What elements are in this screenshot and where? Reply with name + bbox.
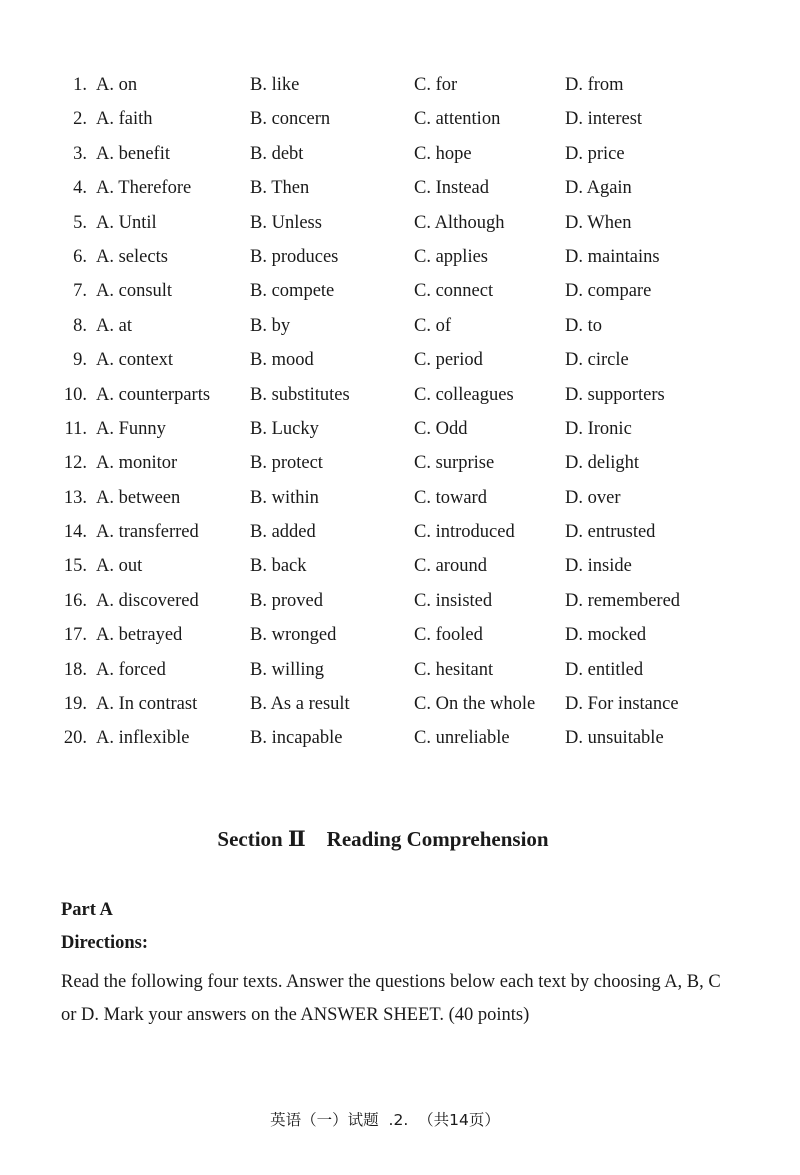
option-b: B. compete <box>250 281 335 302</box>
question-number: 12. <box>63 453 87 474</box>
question-number: 17. <box>63 625 87 646</box>
question-row <box>60 171 760 205</box>
question-number: 9. <box>73 350 87 371</box>
option-a: A. discovered <box>96 590 199 611</box>
option-c: C. for <box>414 75 458 95</box>
option-d: D. unsuitable <box>565 728 664 749</box>
question-row <box>60 584 760 618</box>
option-d: D. remembered <box>565 590 681 611</box>
option-c: C. insisted <box>414 590 493 611</box>
question-number: 8. <box>73 315 87 336</box>
question-list <box>60 68 760 756</box>
question-number: 16. <box>63 590 87 611</box>
option-d: D. Again <box>565 178 632 199</box>
option-c: C. unreliable <box>414 728 510 749</box>
option-d: D. to <box>565 315 602 336</box>
option-c: C. connect <box>414 281 494 302</box>
question-row <box>60 68 760 102</box>
question-number: 1. <box>73 75 87 95</box>
option-b: B. concern <box>250 109 331 130</box>
option-c: C. Instead <box>414 178 490 199</box>
option-d: D. interest <box>565 109 643 130</box>
option-b: B. incapable <box>250 728 343 749</box>
option-a: A. out <box>96 556 143 577</box>
option-b: B. produces <box>250 246 339 267</box>
option-a: A. In contrast <box>96 694 198 715</box>
option-a: A. consult <box>96 281 173 302</box>
question-row <box>60 549 760 583</box>
option-b: B. proved <box>250 590 323 611</box>
option-b: B. willing <box>250 659 325 680</box>
option-a: A. context <box>96 350 174 371</box>
option-d: D. For instance <box>565 694 679 715</box>
option-b: B. like <box>250 75 300 95</box>
question-row <box>60 309 760 343</box>
option-a: A. Therefore <box>96 178 192 199</box>
option-b: B. wronged <box>250 625 337 646</box>
option-b: B. debt <box>250 143 304 164</box>
option-c: C. surprise <box>414 453 495 474</box>
option-c: C. colleagues <box>414 384 514 405</box>
question-row <box>60 102 760 136</box>
option-c: C. fooled <box>414 625 483 646</box>
option-c: C. applies <box>414 246 488 267</box>
option-d: D. over <box>565 487 621 508</box>
option-a: A. between <box>96 487 181 508</box>
question-number: 15. <box>63 556 87 577</box>
question-row <box>60 343 760 377</box>
option-c: C. Odd <box>414 418 468 439</box>
question-row <box>60 687 760 721</box>
option-a: A. benefit <box>96 143 170 164</box>
question-row <box>60 653 760 687</box>
question-row <box>60 481 760 515</box>
option-a: A. counterparts <box>96 384 211 405</box>
option-b: B. Then <box>250 178 310 199</box>
question-row <box>60 721 760 755</box>
option-a: A. forced <box>96 659 166 680</box>
question-number: 14. <box>63 522 87 543</box>
option-b: B. within <box>250 487 319 508</box>
section-title: Section Ⅱ Reading Comprehension <box>217 827 549 851</box>
option-a: A. Funny <box>96 418 166 439</box>
option-d: D. compare <box>565 281 652 302</box>
option-d: D. supporters <box>565 384 665 405</box>
question-row <box>60 206 760 240</box>
option-d: D. from <box>565 75 624 95</box>
question-row <box>60 412 760 446</box>
question-number: 20. <box>63 728 87 749</box>
option-b: B. by <box>250 315 291 336</box>
question-row <box>60 446 760 480</box>
question-row <box>60 137 760 171</box>
question-number: 19. <box>63 694 87 715</box>
option-a: A. transferred <box>96 522 199 543</box>
option-d: D. entitled <box>565 659 644 680</box>
question-row <box>60 274 760 308</box>
part-title: Part A <box>61 900 113 920</box>
option-a: A. at <box>96 315 132 336</box>
question-number: 2. <box>73 109 87 130</box>
option-c: C. of <box>414 315 451 336</box>
question-number: 7. <box>73 281 87 302</box>
question-number: 11. <box>64 418 87 439</box>
option-c: C. hesitant <box>414 659 494 680</box>
option-a: A. selects <box>96 246 168 267</box>
option-a: A. betrayed <box>96 625 183 646</box>
option-b: B. Lucky <box>250 418 319 439</box>
option-d: D. delight <box>565 453 639 474</box>
question-number: 6. <box>73 246 87 267</box>
option-d: D. When <box>565 212 632 233</box>
option-b: B. mood <box>250 350 314 371</box>
option-a: A. inflexible <box>96 728 190 749</box>
option-d: D. circle <box>565 350 629 371</box>
option-d: D. entrusted <box>565 522 656 543</box>
option-b: B. Unless <box>250 212 322 233</box>
page-footer: 英语（一）试题 .2. （共14页） <box>270 1111 500 1129</box>
option-d: D. Ironic <box>565 418 632 439</box>
option-c: C. period <box>414 350 483 371</box>
question-number: 18. <box>63 659 87 680</box>
option-a: A. on <box>96 75 138 95</box>
question-number: 13. <box>63 487 87 508</box>
option-b: B. added <box>250 522 316 543</box>
option-b: B. As a result <box>250 694 350 715</box>
option-d: D. maintains <box>565 246 660 267</box>
option-c: C. On the whole <box>414 694 536 715</box>
directions-text: Read the following four texts. Answer the questions below each text by choosing A, B, C or D. Mark your answers on the ANSWER SHEET. (40 points) <box>61 972 721 1025</box>
option-d: D. mocked <box>565 625 647 646</box>
option-c: C. introduced <box>414 522 515 543</box>
question-row <box>60 618 760 652</box>
directions-title: Directions: <box>61 933 148 953</box>
option-c: C. toward <box>414 487 487 508</box>
option-a: A. faith <box>96 109 153 130</box>
option-c: C. around <box>414 556 487 577</box>
option-a: A. Until <box>96 212 157 233</box>
option-b: B. back <box>250 556 307 577</box>
question-row <box>60 240 760 274</box>
question-number: 10. <box>63 384 87 405</box>
option-b: B. protect <box>250 453 323 474</box>
question-number: 4. <box>73 178 87 199</box>
option-c: C. Although <box>414 212 505 233</box>
option-d: D. inside <box>565 556 632 577</box>
question-row <box>60 515 760 549</box>
question-number: 5. <box>73 212 87 233</box>
option-b: B. substitutes <box>250 384 350 405</box>
question-number: 3. <box>73 143 87 164</box>
option-c: C. hope <box>414 143 472 164</box>
option-a: A. monitor <box>96 453 178 474</box>
question-row <box>60 378 760 412</box>
option-c: C. attention <box>414 109 501 130</box>
option-d: D. price <box>565 143 625 164</box>
